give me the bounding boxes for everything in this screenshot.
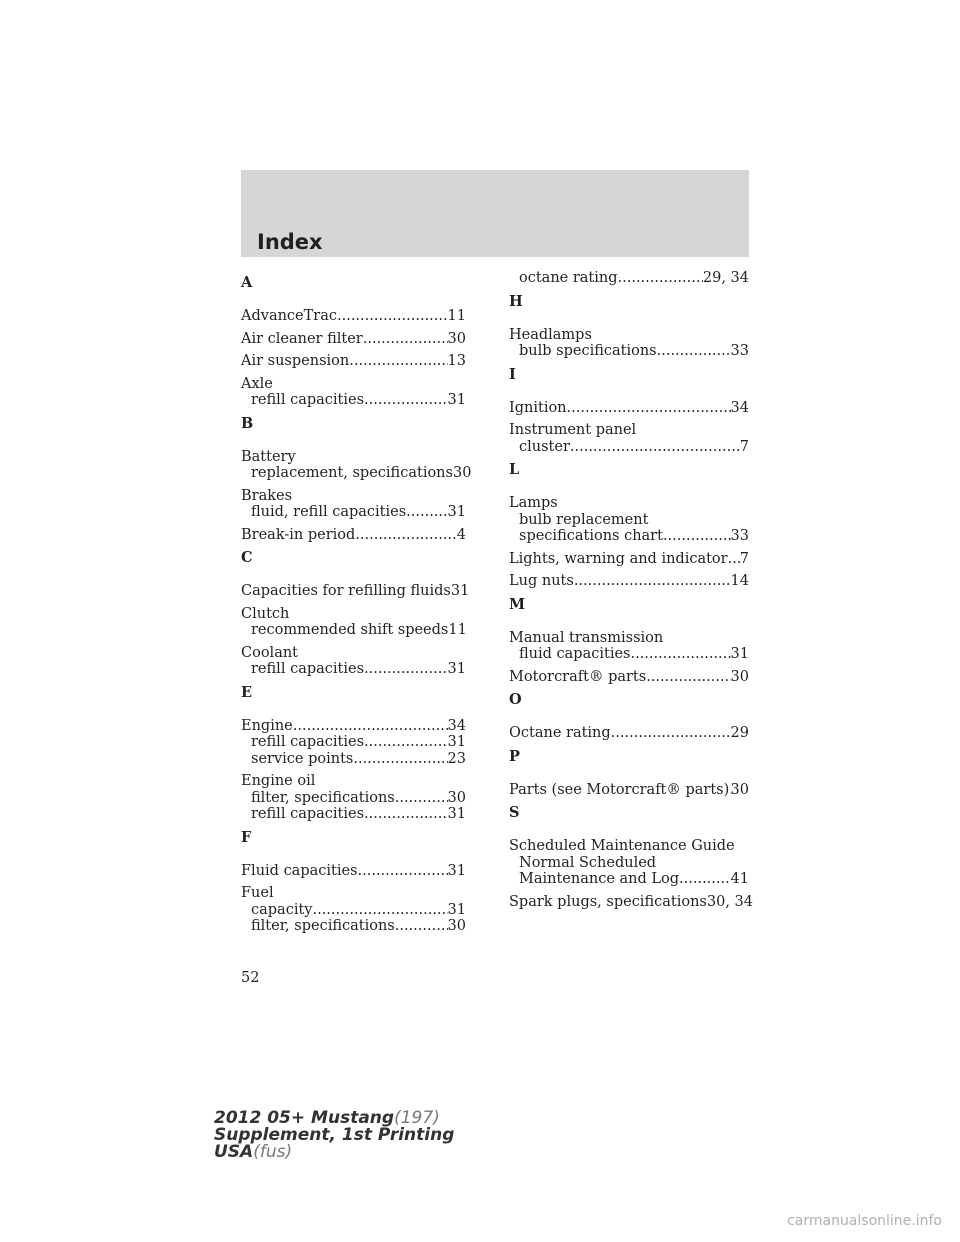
- entry-text: octane rating: [519, 270, 618, 286]
- entry-text: service points: [251, 750, 354, 767]
- entry-page-ref: 30: [447, 789, 466, 806]
- index-subentry: [241, 806, 466, 823]
- entry-text: specifications chart: [519, 528, 663, 544]
- index-subentry: [241, 392, 466, 409]
- print-footer: [214, 1110, 454, 1161]
- entry-text: refill capacities: [251, 734, 365, 750]
- index-entry: [241, 863, 466, 880]
- index-column-right: [509, 270, 753, 916]
- dot-leader: [611, 725, 731, 742]
- section-letter: A: [241, 274, 253, 291]
- dot-leader: [728, 551, 740, 568]
- index-subentry: [509, 270, 749, 287]
- dot-leader: [364, 734, 448, 751]
- watermark: carmanualsonline.info: [787, 1213, 942, 1229]
- entry-text: Lamps: [509, 495, 558, 511]
- footer-model: 2012 05+ Mustang: [214, 1108, 395, 1128]
- entry-page-ref: 34: [730, 399, 749, 416]
- entry-text: Axle: [241, 375, 273, 392]
- entry-text: bulb replacement: [519, 511, 649, 528]
- index-entry: [509, 573, 749, 590]
- entry-page-ref: 30: [452, 465, 472, 481]
- index-entry: [509, 782, 749, 799]
- index-entry: [241, 448, 472, 482]
- index-term: [241, 527, 466, 544]
- entry-page-ref: 30: [447, 330, 466, 347]
- page-number: 52: [241, 970, 260, 986]
- entry-page-ref: 7: [739, 550, 749, 567]
- entry-text: Capacities for refilling fluids: [241, 583, 451, 599]
- index-term: [241, 449, 466, 466]
- index-entry: [509, 551, 749, 568]
- entry-text: Air cleaner filter: [241, 330, 363, 347]
- index-term: [509, 551, 749, 568]
- index-subentry: [241, 504, 466, 521]
- dot-leader: [353, 751, 447, 768]
- index-entry: [241, 353, 466, 370]
- index-term: [241, 606, 466, 623]
- index-entry: [241, 331, 466, 348]
- dot-leader: [364, 392, 448, 409]
- index-entry: [509, 725, 749, 742]
- index-entry: [241, 885, 466, 935]
- index-entry: [241, 645, 466, 678]
- footer-region: USA: [214, 1142, 254, 1162]
- entry-page-ref: 31: [447, 734, 466, 750]
- index-entry: [509, 400, 749, 417]
- index-term: [509, 400, 749, 417]
- dot-leader: [574, 573, 731, 590]
- index-term: [241, 773, 466, 790]
- dot-leader: [395, 918, 448, 935]
- index-subentry: [509, 512, 749, 529]
- index-subentry: [509, 343, 749, 360]
- dot-leader: [364, 661, 448, 678]
- entry-text: refill capacities: [251, 806, 365, 822]
- page-title: Index: [257, 230, 323, 254]
- entry-page-ref: 31: [447, 901, 466, 918]
- index-term: [241, 376, 466, 393]
- index-term: [509, 327, 749, 344]
- index-entry: [241, 308, 466, 325]
- section-letter: M: [509, 595, 526, 613]
- index-subentry: [509, 855, 749, 872]
- entry-page-ref: 31: [447, 806, 466, 822]
- index-term: [509, 838, 749, 855]
- index-term: [509, 573, 749, 590]
- footer-printing: Supplement, 1st Printing: [214, 1125, 455, 1145]
- dot-leader: [630, 646, 730, 663]
- entry-page-ref: 30, 34: [706, 893, 753, 910]
- dot-leader: [663, 528, 731, 545]
- index-subentry: [241, 790, 466, 807]
- index-subentry: [241, 661, 466, 678]
- entry-text: Spark plugs, specifications: [509, 893, 707, 910]
- entry-page-ref: 33: [730, 343, 749, 359]
- entry-page-ref: 30: [730, 668, 749, 685]
- entry-text: AdvanceTrac: [241, 308, 337, 324]
- footer-region-code: (fus): [253, 1142, 293, 1162]
- index-term: [241, 308, 466, 325]
- entry-text: Fluid capacities: [241, 862, 358, 879]
- entry-page-ref: 29, 34: [702, 270, 749, 286]
- entry-text: Headlamps: [509, 326, 592, 343]
- index-subentry: [509, 528, 749, 545]
- index-term: [241, 645, 466, 662]
- entry-text: Parts (see Motorcraft® parts): [509, 781, 730, 798]
- index-entry: [241, 773, 466, 823]
- entry-text: Brakes: [241, 487, 293, 504]
- index-term: [509, 893, 753, 911]
- index-term: [509, 669, 749, 686]
- entry-page-ref: 31: [730, 646, 749, 662]
- entry-page-ref: 13: [447, 353, 466, 369]
- index-entry: [509, 669, 749, 686]
- entry-page-ref: 41: [730, 871, 749, 887]
- index-column-left: [241, 270, 472, 941]
- dot-leader: [312, 902, 447, 919]
- entry-text: Engine oil: [241, 773, 316, 789]
- entry-page-ref: 23: [447, 750, 466, 767]
- index-header-band: [241, 170, 749, 257]
- section-letter: C: [241, 549, 253, 566]
- entry-page-ref: 31: [447, 392, 466, 408]
- index-term: [241, 488, 466, 505]
- entry-text: replacement, specifications: [251, 465, 453, 481]
- dot-leader: [646, 669, 730, 686]
- entry-text: capacity: [251, 901, 313, 918]
- index-term: [509, 422, 749, 439]
- entry-page-ref: 4: [456, 526, 466, 543]
- entry-page-ref: 11: [448, 622, 467, 638]
- entry-text: recommended shift speeds: [251, 622, 449, 638]
- entry-text: Lug nuts: [509, 573, 574, 589]
- entry-text: cluster: [519, 438, 570, 455]
- entry-text: Instrument panel: [509, 422, 637, 438]
- entry-text: Octane rating: [509, 725, 611, 741]
- index-entry: [509, 893, 753, 911]
- index-subentry: [241, 622, 466, 639]
- entry-text: Lights, warning and indicator: [509, 550, 728, 567]
- entry-text: Fuel: [241, 885, 274, 901]
- index-term: [509, 725, 749, 742]
- index-entry: [241, 606, 466, 639]
- dot-leader: [570, 439, 740, 456]
- dot-leader: [679, 871, 731, 888]
- section-letter: I: [509, 365, 516, 383]
- index-entry: [241, 488, 466, 521]
- entry-text: filter, specifications: [251, 789, 395, 806]
- entry-page-ref: 31: [447, 862, 466, 879]
- index-subentry: [241, 918, 466, 935]
- entry-text: Manual transmission: [509, 629, 664, 646]
- dot-leader: [395, 790, 448, 807]
- dot-leader: [657, 343, 731, 360]
- entry-text: Maintenance and Log: [519, 871, 680, 887]
- entry-page-ref: 33: [730, 528, 749, 544]
- entry-text: Coolant: [241, 644, 299, 661]
- index-term: [241, 718, 466, 735]
- section-letter: O: [509, 691, 522, 708]
- dot-leader: [364, 806, 448, 823]
- section-letter: E: [241, 683, 253, 701]
- footer-code: (197): [394, 1108, 440, 1128]
- entry-text: Air suspension: [241, 353, 350, 369]
- entry-text: Ignition: [509, 399, 567, 416]
- index-term: [241, 331, 466, 348]
- index-entry: [509, 270, 749, 287]
- index-subentry: [241, 734, 466, 751]
- entry-text: Battery: [241, 448, 296, 465]
- index-entry: [509, 327, 749, 360]
- index-subentry: [509, 871, 749, 888]
- index-term: [241, 353, 466, 370]
- index-term: [241, 583, 470, 600]
- entry-text: filter, specifications: [251, 918, 395, 934]
- entry-page-ref: 29: [730, 725, 749, 741]
- dot-leader: [363, 331, 448, 348]
- dot-leader: [406, 504, 447, 521]
- entry-text: Engine: [241, 717, 293, 734]
- index-subentry: [241, 751, 466, 768]
- entry-text: Normal Scheduled: [519, 854, 657, 871]
- index-entry: [241, 583, 470, 600]
- section-letter: L: [509, 461, 520, 478]
- entry-page-ref: 31: [447, 661, 466, 677]
- index-subentry: [241, 902, 466, 919]
- entry-page-ref: 30: [447, 918, 466, 934]
- entry-page-ref: 14: [730, 573, 749, 589]
- index-subentry: [509, 646, 749, 663]
- dot-leader: [567, 400, 731, 417]
- dot-leader: [293, 718, 448, 735]
- index-entry: [509, 422, 749, 455]
- section-letter: B: [241, 414, 254, 432]
- entry-text: refill capacities: [251, 661, 365, 677]
- dot-leader: [358, 863, 448, 880]
- index-subentry: [241, 465, 472, 482]
- index-term: [509, 495, 749, 512]
- index-term: [509, 630, 749, 647]
- entry-text: Clutch: [241, 605, 290, 622]
- section-letter: F: [241, 828, 252, 846]
- index-entry: [241, 376, 466, 409]
- index-entry: [509, 495, 749, 545]
- index-entry: [509, 630, 749, 663]
- dot-leader: [349, 353, 447, 370]
- entry-page-ref: 34: [447, 717, 466, 734]
- entry-page-ref: 31: [450, 583, 470, 599]
- section-letter: P: [509, 747, 520, 765]
- entry-page-ref: 7: [739, 438, 749, 455]
- index-entry: [241, 718, 466, 768]
- entry-page-ref: 30: [730, 781, 749, 798]
- index-entry: [509, 838, 749, 888]
- entry-text: Motorcraft® parts: [509, 668, 647, 685]
- entry-text: refill capacities: [251, 392, 365, 408]
- entry-text: Scheduled Maintenance Guide: [509, 838, 735, 854]
- entry-text: Break-in period: [241, 526, 356, 543]
- entry-text: fluid, refill capacities: [251, 504, 407, 520]
- dot-leader: [355, 527, 456, 544]
- index-term: [241, 863, 466, 880]
- entry-text: bulb specifications: [519, 343, 657, 359]
- entry-page-ref: 11: [447, 308, 466, 324]
- index-term: [509, 782, 749, 799]
- index-subentry: [509, 439, 749, 456]
- index-entry: [241, 527, 466, 544]
- entry-page-ref: 31: [447, 504, 466, 520]
- index-term: [241, 885, 466, 902]
- dot-leader: [618, 270, 703, 287]
- section-letter: S: [509, 804, 520, 821]
- dot-leader: [337, 308, 448, 325]
- section-letter: H: [509, 292, 523, 310]
- entry-text: fluid capacities: [519, 646, 631, 662]
